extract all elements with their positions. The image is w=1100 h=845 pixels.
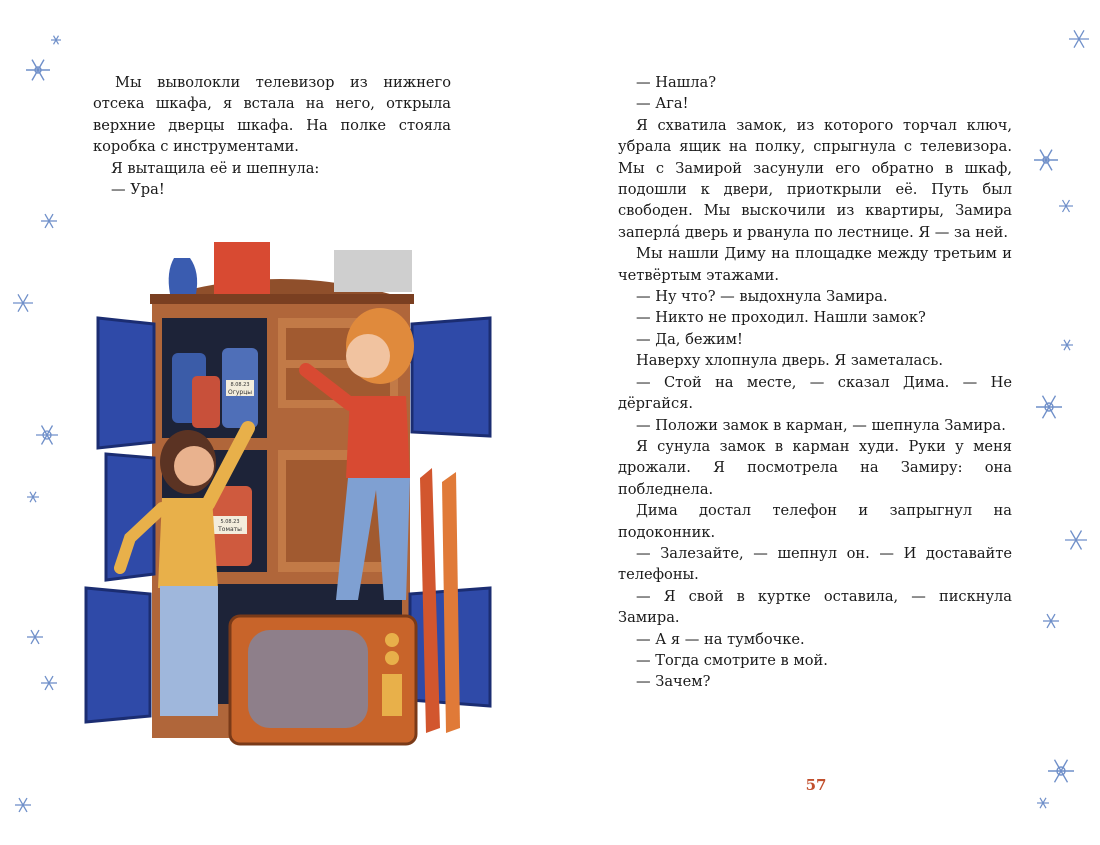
paragraph: Наверху хлопнула дверь. Я заметалась. [636,352,943,370]
paragraph: — Стой на месте, — сказал Дима. — Не дёргайся. [618,373,1012,413]
right-page-text [618,72,1012,693]
snowflake-icon [34,422,60,448]
paragraph: — Положи замок в карман, — шепнула Замира. [636,416,1006,434]
paragraph: — Тогда смотрите в мой. [636,651,828,669]
svg-text:5.08.23: 5.08.23 [220,519,240,525]
snowflake-icon [1042,612,1060,630]
paragraph: Мы выволокли телевизор из нижнего отсека шкафа, я встала на него, открыла верхние дверцы шкафа. На полке стояла коробка с инструментами. [93,74,451,156]
girl-jeans [160,586,218,716]
snowflake-icon [14,796,32,814]
svg-text:Томаты: Томаты [218,526,242,533]
paragraph: Дима достал телефон и запрыгнул на подоконник. [618,502,1012,541]
girl-sweater [158,498,218,588]
paragraph: Мы нашли Диму на площадке между третьим и четвёртым этажами. [618,245,1012,284]
snowflake-icon [1060,338,1074,352]
paragraph: — Ну что? — выдохнула Замира. [636,288,888,306]
snowflake-icon [1058,198,1074,214]
illustration [80,228,500,758]
paragraph: — Залезайте, — шепнул он. — И доставайте телефоны. [618,544,1012,584]
cabinet-door [412,318,490,436]
paragraph: — Зачем? [636,673,711,691]
snowflake-icon [26,628,44,646]
paragraph: — Никто не проходил. Нашли замок? [636,309,926,327]
snowflake-icon [12,292,34,314]
paragraph: Я сунула замок в карман худи. Руки у меня дрожали. Я посмотрела на Замиру: она побледнела. [618,437,1012,498]
box [334,250,412,292]
snowflake-icon [40,674,58,692]
paragraph: — Да, бежим! [636,330,743,348]
cupboard-illustration [80,228,500,758]
paragraph: — Я свой в куртке оставила, — пискнула Замира. [618,587,1012,627]
girl-face [346,334,390,378]
vase [169,258,197,294]
left-page-text [93,72,451,200]
snowflake-icon [50,34,62,46]
snowflake-icon [40,212,58,230]
page-number: 57 [805,776,827,794]
svg-text:8.08.23: 8.08.23 [230,382,250,388]
snowflake-icon [1064,528,1088,552]
snowflake-icon [1046,756,1076,786]
cabinet-door [98,318,154,448]
snowflake-icon [1034,392,1064,422]
tv-screen [248,630,368,728]
toolbox [214,242,270,294]
girl-face [174,446,214,486]
snowflake-icon [1068,28,1090,50]
snowflake-icon [24,56,52,84]
cabinet-door [86,588,150,722]
girl-sweater [346,396,410,478]
jar [192,376,220,428]
paragraph: — Ага! [636,95,689,113]
paragraph: — А я — на тумбочке. [636,630,805,648]
snowflake-icon [1036,796,1050,810]
paragraph: — Ура! [111,181,165,199]
paragraph: Я вытащила её и шепнула: [111,159,320,177]
snowflake-icon [1032,146,1060,174]
svg-text:Огурцы: Огурцы [227,389,253,396]
paragraph: Я схватила замок, из которого торчал ключ, убрала ящик на полку, спрыгнула с телевизора. Мы с Замирой засунули его обратно в шкаф, подошли к двери, приоткрыли её. Путь был свободен. Мы выскочили из квартиры, Замира заперлá дверь и рванула по лестнице. Я — за ней. [618,116,1012,241]
paragraph: — Нашла? [636,74,717,91]
snowflake-icon [26,490,40,504]
